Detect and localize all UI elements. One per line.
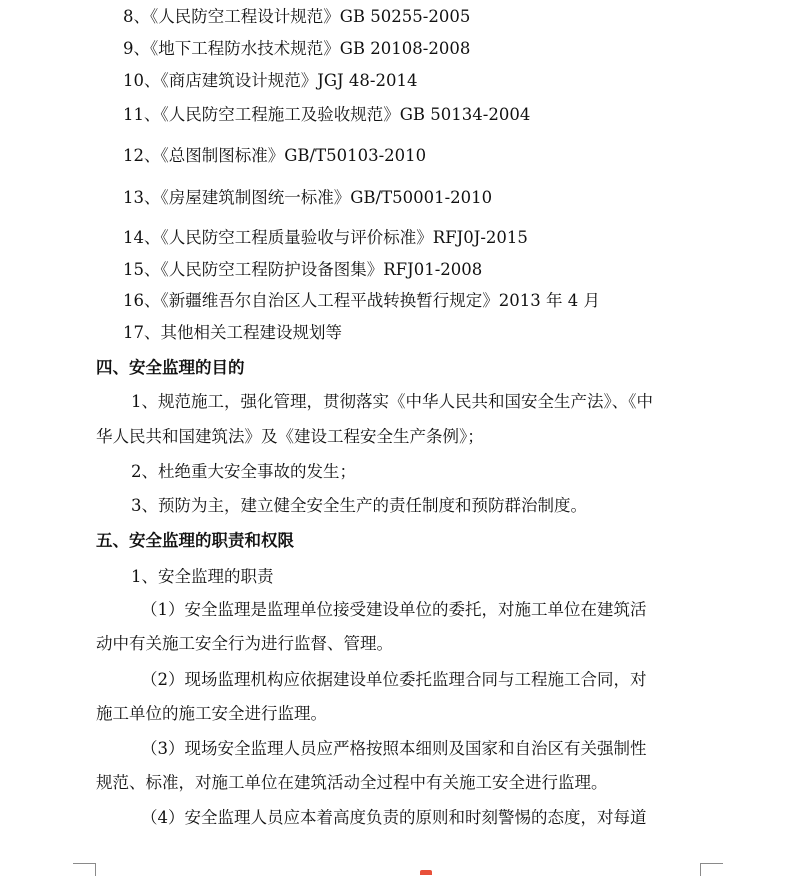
page-corner-mark-right <box>700 863 723 876</box>
paragraph-5-1-1-line-1: （1）安全监理是监理单位接受建设单位的委托，对施工单位在建筑活 <box>141 600 647 619</box>
reference-item-14: 14、《人民防空工程质量验收与评价标准》RFJ0J-2015 <box>123 228 528 247</box>
paragraph-5-1-2-line-1: （2）现场监理机构应依据建设单位委托监理合同与工程施工合同，对 <box>141 670 647 689</box>
paragraph-4-3: 3、预防为主，建立健全安全生产的责任制度和预防群治制度。 <box>131 496 587 515</box>
paragraph-4-2: 2、杜绝重大安全事故的发生； <box>131 462 356 481</box>
reference-item-8: 8、《人民防空工程设计规范》GB 50255-2005 <box>123 7 471 26</box>
page-corner-mark-left <box>73 863 96 876</box>
paragraph-5-1-3-line-1: （3）现场安全监理人员应严格按照本细则及国家和自治区有关强制性 <box>141 739 647 758</box>
section-heading-5: 五、安全监理的职责和权限 <box>96 531 294 550</box>
paragraph-5-1-3-line-2: 规范、标准，对施工单位在建筑活动全过程中有关施工安全进行监理。 <box>96 773 608 792</box>
page-marker-icon <box>420 870 432 875</box>
paragraph-4-1-line-1: 1、规范施工，强化管理，贯彻落实《中华人民共和国安全生产法》、《中 <box>131 392 653 411</box>
reference-item-10: 10、《商店建筑设计规范》JGJ 48-2014 <box>123 71 418 90</box>
section-heading-4: 四、安全监理的目的 <box>96 358 245 377</box>
reference-item-11: 11、《人民防空工程施工及验收规范》GB 50134-2004 <box>123 105 531 124</box>
reference-item-9: 9、《地下工程防水技术规范》GB 20108-2008 <box>123 39 471 58</box>
paragraph-5-1-2-line-2: 施工单位的施工安全进行监理。 <box>96 704 327 723</box>
paragraph-4-1-line-2: 华人民共和国建筑法》及《建设工程安全生产条例》； <box>96 427 484 446</box>
paragraph-5-1-1-line-2: 动中有关施工安全行为进行监督、管理。 <box>96 634 393 653</box>
subheading-5-1: 1、安全监理的职责 <box>131 567 274 586</box>
reference-item-15: 15、《人民防空工程防护设备图集》RFJ01-2008 <box>123 260 483 279</box>
paragraph-5-1-4-line-1: （4）安全监理人员应本着高度负责的原则和时刻警惕的态度，对每道 <box>141 808 647 827</box>
reference-item-12: 12、《总图制图标准》GB/T50103-2010 <box>123 146 427 165</box>
reference-item-17: 17、其他相关工程建设规划等 <box>123 323 342 342</box>
reference-item-13: 13、《房屋建筑制图统一标准》GB/T50001-2010 <box>123 188 493 207</box>
reference-item-16: 16、《新疆维吾尔自治区人工程平战转换暂行规定》2013 年 4 月 <box>123 291 600 310</box>
